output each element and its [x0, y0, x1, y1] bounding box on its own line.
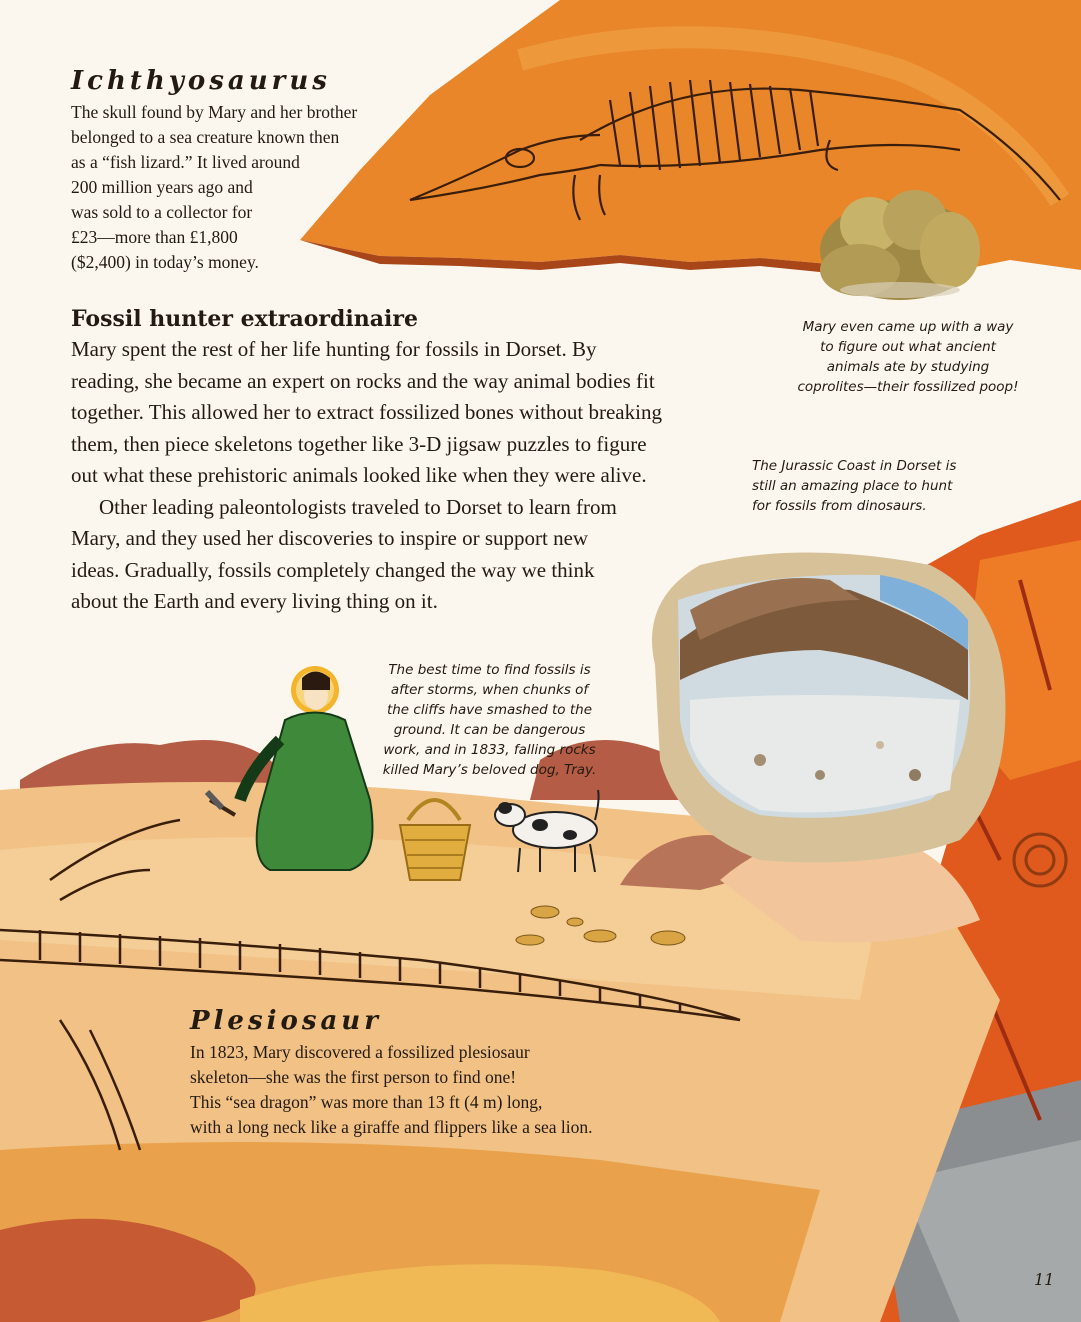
ichthyosaurus-text: [71, 100, 391, 275]
caption-line: the cliffs have smashed to the: [386, 702, 593, 718]
paragraph-2: [71, 492, 731, 618]
caption-line: for fossils from dinosaurs.: [752, 498, 927, 514]
plesiosaur-title: Plesiosaur: [190, 1006, 382, 1036]
text-line: reading, she became an expert on rocks and the way animal bodies fit: [71, 368, 655, 393]
ichthyosaurus-title: Ichthyosaurus: [71, 66, 331, 96]
caption-line: ground. It can be dangerous: [393, 722, 586, 738]
text-line: was sold to a collector for: [71, 202, 253, 222]
text-line: Other leading paleontologists traveled to Dorset to learn from: [99, 494, 617, 519]
text-line: 200 million years ago and: [71, 177, 253, 197]
text-line: together. This allowed her to extract fossilized bones without breaking: [71, 400, 662, 424]
caption-line: The best time to find fossils is: [388, 662, 591, 678]
text-line: out what these prehistoric animals looked like when they were alive.: [71, 463, 647, 487]
caption-line: The Jurassic Coast in Dorset is: [752, 458, 957, 474]
caption-line: coprolites—their fossilized poop!: [797, 379, 1019, 395]
text-line: as a “fish lizard.” It lived around: [71, 152, 300, 172]
plesiosaur-section: [190, 1006, 650, 1140]
jurassic-coast-caption: [752, 456, 1002, 516]
text-line: them, then piece skeletons together like 3-D jigsaw puzzles to figure: [71, 431, 647, 456]
text-line: This “sea dragon” was more than 13 ft (4 m) long,: [190, 1092, 543, 1112]
text-line: skeleton—she was the first person to find one!: [190, 1067, 517, 1087]
text-line: ideas. Gradually, fossils completely changed the way we think: [71, 557, 595, 582]
text-line: ($2,400) in today’s money.: [71, 252, 259, 272]
caption-line: still an amazing place to hunt: [752, 478, 953, 494]
text-line: with a long neck like a giraffe and flippers like a sea lion.: [190, 1117, 593, 1137]
plesiosaur-text: [190, 1040, 650, 1140]
text-line: belonged to a sea creature known then: [71, 127, 340, 147]
coprolite-caption: [788, 317, 1028, 397]
caption-line: work, and in 1833, falling rocks: [383, 742, 596, 758]
caption-line: to figure out what ancient: [820, 339, 996, 355]
paragraph-1: [71, 334, 731, 492]
text-line: In 1823, Mary discovered a fossilized plesiosaur: [190, 1042, 530, 1062]
storms-caption: [372, 660, 607, 780]
caption-line: after storms, when chunks of: [390, 682, 589, 698]
caption-line: animals ate by studying: [826, 359, 990, 375]
page-number: 11: [1034, 1270, 1055, 1289]
caption-line: killed Mary’s beloved dog, Tray.: [382, 762, 597, 778]
caption-line: Mary even came up with a way: [802, 319, 1014, 335]
section-heading: Fossil hunter extraordinaire: [71, 306, 418, 332]
text-line: £23—more than £1,800: [71, 227, 238, 247]
ichthyosaurus-section: [71, 66, 391, 275]
text-line: about the Earth and every living thing on it.: [71, 589, 438, 613]
text-line: Mary spent the rest of her life hunting for fossils in Dorset. By: [71, 337, 597, 361]
text-line: Mary, and they used her discoveries to inspire or support new: [71, 526, 589, 550]
fossil-hunter-section: [71, 306, 731, 618]
text-line: The skull found by Mary and her brother: [71, 102, 358, 122]
